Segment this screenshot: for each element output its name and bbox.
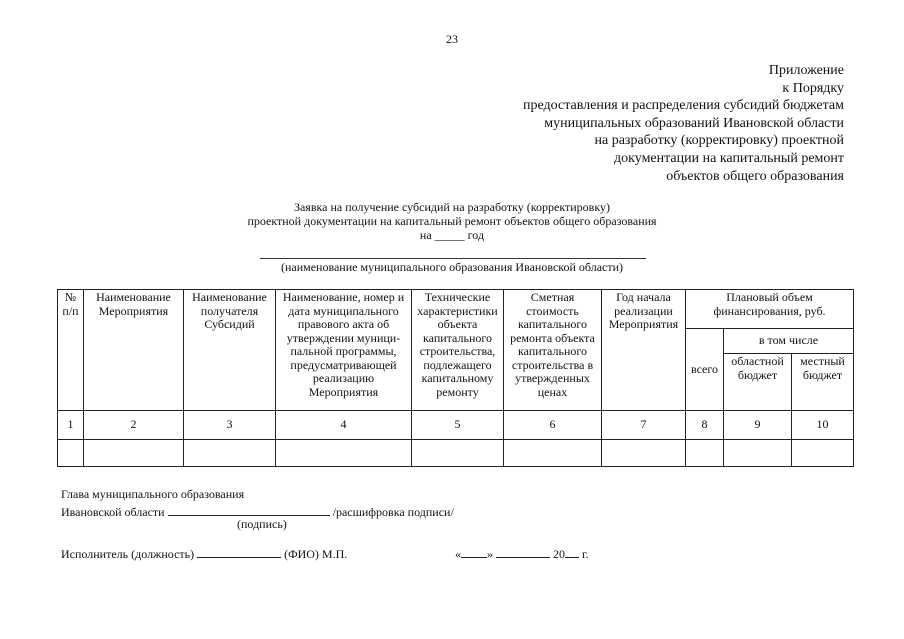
executor-label: Исполнитель (должность) [61, 547, 195, 561]
column-number: 3 [184, 411, 276, 440]
date-close-quote: » [487, 547, 493, 561]
title-line-2: проектной документации на капитальный ремонт объектов общего образования [247, 214, 657, 228]
head-title: Глава муниципального образования [61, 487, 245, 501]
column-number: 5 [412, 411, 504, 440]
empty-cell[interactable] [412, 440, 504, 467]
empty-cell[interactable] [184, 440, 276, 467]
municipality-fill-line [260, 258, 646, 259]
appendix-line: предоставления и распределения субсидий бюджетам [522, 98, 844, 114]
appendix-line: на разработку (корректировку) проектной [594, 133, 844, 149]
empty-cell[interactable] [504, 440, 602, 467]
title-line-3: на _____ год [419, 228, 485, 242]
appendix-line: документации на капитальный ремонт [614, 150, 844, 166]
header-financing: Плановый объем финансирования, руб. [686, 290, 854, 329]
head-signature-block [61, 487, 454, 520]
fio-label: (ФИО) М.П. [284, 547, 348, 561]
header-number: № п/п [58, 290, 84, 411]
head-region: Ивановской области [61, 505, 165, 519]
appendix-line: объектов общего образования [666, 168, 844, 184]
header-legal-act: Наименование, номер и дата муниципального правового акта об утверждении муници-пальной программы, предусматривающей реализацию Мероприятия [276, 290, 412, 411]
date-year-prefix: 20 [553, 547, 565, 561]
year-line[interactable] [565, 545, 579, 558]
month-line[interactable] [496, 545, 550, 558]
empty-cell[interactable] [724, 440, 792, 467]
empty-table-row [58, 440, 854, 467]
document-title [0, 200, 904, 242]
appendix-line: к Порядку [782, 80, 844, 96]
position-line[interactable] [197, 545, 281, 558]
signature-caption: (подпись) [237, 517, 287, 531]
column-number: 4 [276, 411, 412, 440]
header-total: всего [686, 329, 724, 411]
date-line [455, 545, 589, 562]
header-local-budget: местный бюджет [792, 354, 854, 411]
application-table [57, 289, 854, 467]
header-recipient: Наименование получателя Субсидий [184, 290, 276, 411]
empty-cell[interactable] [58, 440, 84, 467]
empty-cell[interactable] [686, 440, 724, 467]
appendix-line: муниципальных образований Ивановской области [544, 115, 844, 131]
column-number: 7 [602, 411, 686, 440]
column-number: 6 [504, 411, 602, 440]
page-number: 23 [446, 32, 458, 46]
header-including: в том числе [724, 329, 854, 354]
empty-cell[interactable] [84, 440, 184, 467]
empty-cell[interactable] [276, 440, 412, 467]
header-tech-specs: Технические характеристики объекта капитального строительства, подлежащего капитальному ремонту [412, 290, 504, 411]
header-estimated-cost: Сметная стоимость капитального ремонта объекта капитального строительства в утвержденных ценах [504, 290, 602, 411]
column-number: 1 [58, 411, 84, 440]
header-event-name: Наименование Мероприятия [84, 290, 184, 411]
column-number: 2 [84, 411, 184, 440]
signature-decode: /расшифровка подписи/ [332, 505, 454, 519]
day-line[interactable] [461, 545, 487, 558]
municipality-caption: (наименование муниципального образования Ивановской области) [280, 260, 624, 274]
empty-cell[interactable] [792, 440, 854, 467]
title-line-1: Заявка на получение субсидий на разработку (корректировку) [293, 200, 611, 214]
column-number: 8 [686, 411, 724, 440]
appendix-line: Приложение [768, 63, 844, 78]
date-year-suffix: г. [582, 547, 589, 561]
header-start-year: Год начала реализации Мероприятия [602, 290, 686, 411]
column-number: 10 [792, 411, 854, 440]
signature-line[interactable] [168, 503, 330, 516]
column-number: 9 [724, 411, 792, 440]
executor-line [61, 545, 347, 562]
date-open-quote: « [455, 547, 461, 561]
empty-cell[interactable] [602, 440, 686, 467]
header-regional-budget: областной бюджет [724, 354, 792, 411]
appendix-header [424, 62, 844, 185]
